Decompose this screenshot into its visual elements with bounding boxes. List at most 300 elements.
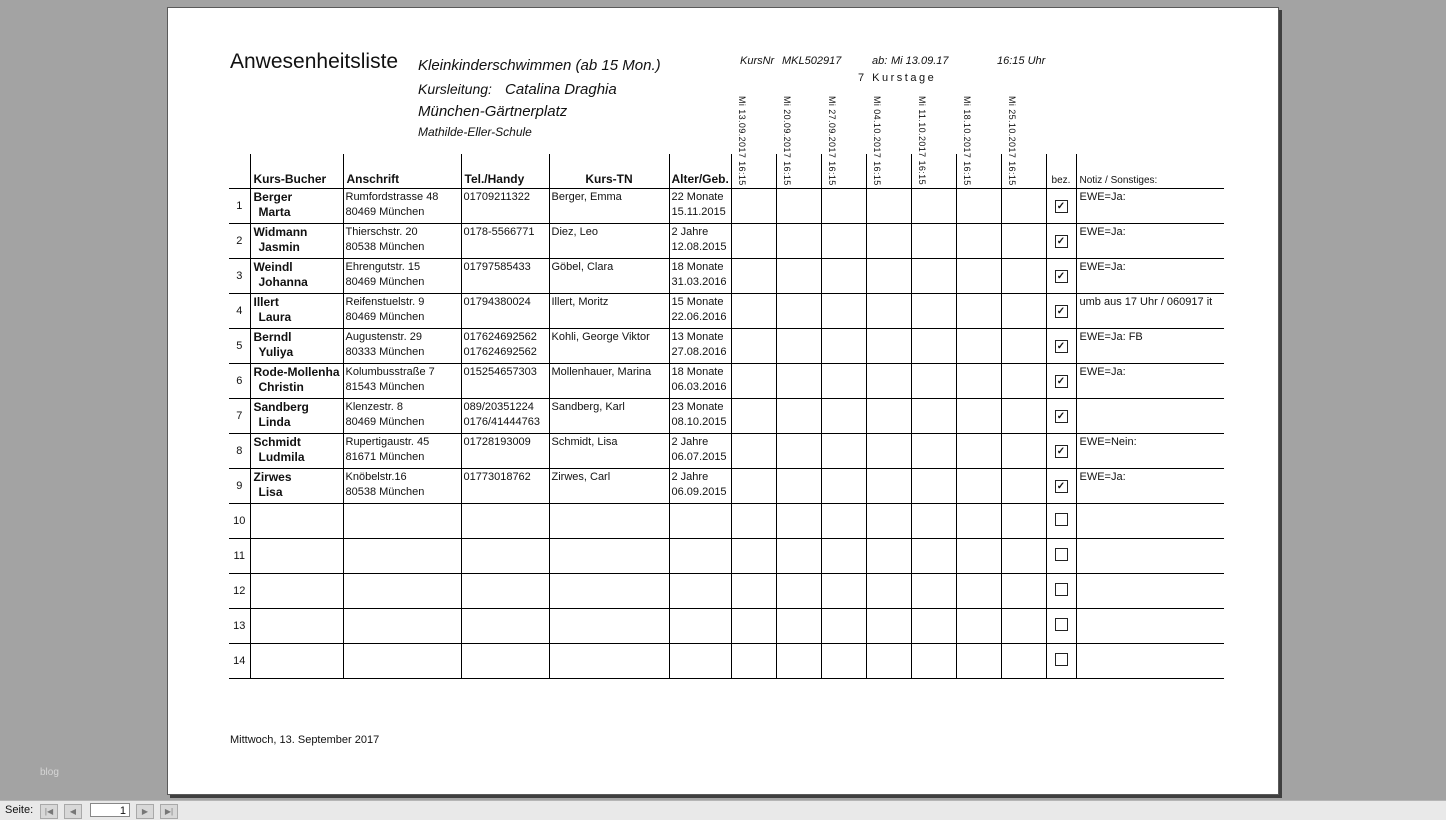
col-note: Notiz / Sonstiges: xyxy=(1076,154,1224,189)
address-cell xyxy=(343,329,461,364)
address-cell xyxy=(343,644,461,679)
buyer-cell xyxy=(250,609,343,644)
session-date-6: Mi 18.10.2017 16:15 xyxy=(962,96,972,186)
leader-label: Kursleitung: xyxy=(418,81,492,97)
address-city: 80469 München xyxy=(345,276,425,288)
phone-cell xyxy=(461,399,549,434)
address-city: 80469 München xyxy=(345,416,425,428)
attendance-cell[interactable] xyxy=(866,609,911,644)
attendance-cell[interactable] xyxy=(911,539,956,574)
participant-name: Zirwes, Carl xyxy=(549,469,669,504)
address-cell xyxy=(343,364,461,399)
attendance-cell[interactable] xyxy=(731,189,776,224)
buyer-cell xyxy=(250,189,343,224)
attendance-cell[interactable] xyxy=(731,574,776,609)
attendance-cell[interactable] xyxy=(1001,469,1046,504)
row-number: 6 xyxy=(229,364,250,399)
col-date-4 xyxy=(866,154,911,189)
paid-cell xyxy=(1046,259,1076,294)
attendance-cell[interactable] xyxy=(866,539,911,574)
table-row xyxy=(229,574,1224,609)
buyer-first-name: Marta xyxy=(258,205,291,219)
age-cell xyxy=(669,364,731,399)
attendance-cell[interactable] xyxy=(821,469,866,504)
paid-cell xyxy=(1046,434,1076,469)
age-cell xyxy=(669,574,731,609)
attendance-cell[interactable] xyxy=(776,434,821,469)
birth-date: 06.03.2016 xyxy=(671,381,727,393)
paid-checkbox[interactable] xyxy=(1055,618,1068,631)
participant-name xyxy=(549,504,669,539)
phone-cell xyxy=(461,329,549,364)
address-city: 80538 München xyxy=(345,241,425,253)
phone-cell xyxy=(461,504,549,539)
buyer-last-name: Berndl xyxy=(253,330,292,344)
attendance-table xyxy=(229,154,1224,679)
attendance-cell[interactable] xyxy=(731,294,776,329)
age-cell xyxy=(669,469,731,504)
attendance-cell[interactable] xyxy=(866,189,911,224)
buyer-last-name: Illert xyxy=(253,295,279,309)
paid-checkbox[interactable]: ✓ xyxy=(1055,445,1068,458)
paid-checkbox[interactable] xyxy=(1055,653,1068,666)
table-row xyxy=(229,224,1224,259)
attendance-cell[interactable] xyxy=(1001,504,1046,539)
attendance-cell[interactable] xyxy=(911,644,956,679)
buyer-last-name: Widmann xyxy=(253,225,308,239)
table-row xyxy=(229,189,1224,224)
attendance-cell[interactable] xyxy=(866,364,911,399)
row-number: 7 xyxy=(229,399,250,434)
col-nr xyxy=(229,154,250,189)
age: 2 Jahre xyxy=(671,226,709,238)
attendance-cell[interactable] xyxy=(731,539,776,574)
age-cell xyxy=(669,504,731,539)
attendance-cell[interactable] xyxy=(1001,294,1046,329)
address-city: 81543 München xyxy=(345,381,425,393)
attendance-cell[interactable] xyxy=(1001,259,1046,294)
attendance-cell[interactable] xyxy=(1001,364,1046,399)
note-cell: EWE=Ja: xyxy=(1076,189,1224,224)
attendance-cell[interactable] xyxy=(776,644,821,679)
paid-checkbox[interactable]: ✓ xyxy=(1055,270,1068,283)
buyer-cell xyxy=(250,644,343,679)
attendance-cell[interactable] xyxy=(956,609,1001,644)
phone-cell xyxy=(461,224,549,259)
attendance-cell[interactable] xyxy=(866,574,911,609)
address-street: Reifenstuelstr. 9 xyxy=(345,296,425,308)
attendance-cell[interactable] xyxy=(731,434,776,469)
address-cell xyxy=(343,224,461,259)
phone-cell xyxy=(461,469,549,504)
buyer-last-name: Berger xyxy=(253,190,293,204)
address-city: 80469 München xyxy=(345,206,425,218)
attendance-cell[interactable] xyxy=(776,504,821,539)
buyer-cell xyxy=(250,364,343,399)
phone-primary: 015254657303 xyxy=(463,366,537,378)
attendance-cell[interactable] xyxy=(821,399,866,434)
attendance-cell[interactable] xyxy=(911,259,956,294)
attendance-cell[interactable] xyxy=(731,644,776,679)
watermark: blog xyxy=(40,767,59,778)
phone-primary: 017624692562 xyxy=(463,331,537,343)
page-title: Anwesenheitsliste xyxy=(230,50,399,73)
birth-date: 06.09.2015 xyxy=(671,486,727,498)
attendance-cell[interactable] xyxy=(1001,189,1046,224)
buyer-last-name: Rode-Mollenha xyxy=(253,365,340,379)
col-phone: Tel./Handy xyxy=(461,154,549,189)
next-page-icon[interactable]: ▶ xyxy=(136,804,154,819)
address-street: Augustenstr. 29 xyxy=(345,331,422,343)
note-cell xyxy=(1076,539,1224,574)
attendance-cell[interactable] xyxy=(911,434,956,469)
note-cell xyxy=(1076,399,1224,434)
paid-cell xyxy=(1046,539,1076,574)
birth-date: 08.10.2015 xyxy=(671,416,727,428)
phone-cell xyxy=(461,539,549,574)
attendance-cell[interactable] xyxy=(776,539,821,574)
buyer-cell xyxy=(250,294,343,329)
buyer-cell xyxy=(250,329,343,364)
participant-name: Diez, Leo xyxy=(549,224,669,259)
paid-checkbox[interactable]: ✓ xyxy=(1055,200,1068,213)
attendance-cell[interactable] xyxy=(911,609,956,644)
phone-cell xyxy=(461,259,549,294)
participant-name xyxy=(549,574,669,609)
note-cell: EWE=Ja: FB xyxy=(1076,329,1224,364)
age-cell xyxy=(669,329,731,364)
address-city: 80469 München xyxy=(345,311,425,323)
attendance-cell[interactable] xyxy=(911,189,956,224)
note-cell: EWE=Ja: xyxy=(1076,469,1224,504)
paid-cell xyxy=(1046,644,1076,679)
paid-checkbox[interactable]: ✓ xyxy=(1055,375,1068,388)
buyer-first-name: Yuliya xyxy=(258,345,294,359)
phone-cell xyxy=(461,189,549,224)
attendance-cell[interactable] xyxy=(956,399,1001,434)
address-cell xyxy=(343,609,461,644)
attendance-cell[interactable] xyxy=(1001,644,1046,679)
participant-name: Schmidt, Lisa xyxy=(549,434,669,469)
phone-cell xyxy=(461,294,549,329)
paid-checkbox[interactable]: ✓ xyxy=(1055,305,1068,318)
row-number: 11 xyxy=(229,539,250,574)
paid-checkbox[interactable]: ✓ xyxy=(1055,480,1068,493)
attendance-cell[interactable] xyxy=(821,364,866,399)
buyer-cell xyxy=(250,224,343,259)
address-cell xyxy=(343,399,461,434)
age-cell xyxy=(669,294,731,329)
session-date-1: Mi 13.09.2017 16:15 xyxy=(737,96,747,186)
print-date: Mittwoch, 13. September 2017 xyxy=(230,734,380,746)
participant-name: Berger, Emma xyxy=(549,189,669,224)
paid-cell xyxy=(1046,189,1076,224)
attendance-cell[interactable] xyxy=(821,329,866,364)
start-label: ab: xyxy=(872,55,888,67)
note-cell: EWE=Ja: xyxy=(1076,224,1224,259)
course-days-count: 7 Kurstage xyxy=(858,72,937,84)
col-age: Alter/Geb. xyxy=(669,154,731,189)
attendance-cell[interactable] xyxy=(1001,609,1046,644)
table-row xyxy=(229,609,1224,644)
attendance-cell[interactable] xyxy=(821,644,866,679)
row-number: 10 xyxy=(229,504,250,539)
participant-name: Göbel, Clara xyxy=(549,259,669,294)
note-cell xyxy=(1076,504,1224,539)
buyer-last-name: Sandberg xyxy=(253,400,309,414)
attendance-cell[interactable] xyxy=(866,644,911,679)
participant-name: Sandberg, Karl xyxy=(549,399,669,434)
age: 13 Monate xyxy=(671,331,724,343)
col-date-3 xyxy=(821,154,866,189)
phone-primary: 01709211322 xyxy=(463,191,530,203)
course-place: München-Gärtnerplatz xyxy=(418,103,568,120)
first-page-icon[interactable]: |◀ xyxy=(40,804,58,819)
age-cell xyxy=(669,434,731,469)
attendance-cell[interactable] xyxy=(821,504,866,539)
table-row xyxy=(229,644,1224,679)
attendance-cell[interactable] xyxy=(1001,399,1046,434)
attendance-cell[interactable] xyxy=(776,329,821,364)
attendance-cell[interactable] xyxy=(956,434,1001,469)
buyer-cell xyxy=(250,504,343,539)
buyer-first-name: Laura xyxy=(258,310,292,324)
buyer-cell xyxy=(250,539,343,574)
buyer-last-name: Zirwes xyxy=(253,470,292,484)
attendance-cell[interactable] xyxy=(776,224,821,259)
attendance-cell[interactable] xyxy=(956,294,1001,329)
attendance-cell[interactable] xyxy=(776,364,821,399)
address-cell xyxy=(343,469,461,504)
attendance-cell[interactable] xyxy=(776,574,821,609)
attendance-cell[interactable] xyxy=(776,189,821,224)
session-date-7: Mi 25.10.2017 16:15 xyxy=(1007,96,1017,186)
col-paid: bez. xyxy=(1046,154,1076,189)
attendance-cell[interactable] xyxy=(731,504,776,539)
age: 15 Monate xyxy=(671,296,724,308)
table-row xyxy=(229,329,1224,364)
page-number-input[interactable]: 1 xyxy=(90,803,130,817)
age-cell xyxy=(669,224,731,259)
note-cell: EWE=Ja: xyxy=(1076,259,1224,294)
note-cell: EWE=Ja: xyxy=(1076,364,1224,399)
age-cell xyxy=(669,399,731,434)
paid-cell xyxy=(1046,364,1076,399)
attendance-cell[interactable] xyxy=(911,469,956,504)
attendance-cell[interactable] xyxy=(776,609,821,644)
age: 18 Monate xyxy=(671,261,724,273)
phone-cell xyxy=(461,574,549,609)
attendance-cell[interactable] xyxy=(956,259,1001,294)
participant-name xyxy=(549,609,669,644)
participant-name xyxy=(549,539,669,574)
col-date-2 xyxy=(776,154,821,189)
buyer-cell xyxy=(250,399,343,434)
note-cell xyxy=(1076,644,1224,679)
attendance-cell[interactable] xyxy=(911,504,956,539)
attendance-cell[interactable] xyxy=(1001,539,1046,574)
attendance-cell[interactable] xyxy=(956,644,1001,679)
paid-checkbox[interactable]: ✓ xyxy=(1055,340,1068,353)
attendance-cell[interactable] xyxy=(866,469,911,504)
attendance-cell[interactable] xyxy=(821,609,866,644)
attendance-cell[interactable] xyxy=(956,329,1001,364)
attendance-cell[interactable] xyxy=(821,434,866,469)
page-navigation-bar xyxy=(0,800,1446,820)
report-page xyxy=(167,7,1279,795)
attendance-cell[interactable] xyxy=(1001,574,1046,609)
session-date-3: Mi 27.09.2017 16:15 xyxy=(827,96,837,186)
attendance-cell[interactable] xyxy=(956,574,1001,609)
last-page-icon[interactable]: ▶| xyxy=(160,804,178,819)
address-city: 80333 München xyxy=(345,346,425,358)
attendance-cell[interactable] xyxy=(956,539,1001,574)
attendance-cell[interactable] xyxy=(731,329,776,364)
attendance-cell[interactable] xyxy=(821,189,866,224)
leader-name: Catalina Draghia xyxy=(505,81,617,98)
attendance-cell[interactable] xyxy=(956,469,1001,504)
note-cell xyxy=(1076,574,1224,609)
attendance-cell[interactable] xyxy=(1001,224,1046,259)
address-cell xyxy=(343,434,461,469)
paid-cell xyxy=(1046,574,1076,609)
row-number: 12 xyxy=(229,574,250,609)
row-number: 2 xyxy=(229,224,250,259)
attendance-cell[interactable] xyxy=(731,609,776,644)
address-cell xyxy=(343,189,461,224)
birth-date: 06.07.2015 xyxy=(671,451,727,463)
col-date-6 xyxy=(956,154,1001,189)
address-cell xyxy=(343,259,461,294)
phone-primary: 01794380024 xyxy=(463,296,531,308)
paid-cell xyxy=(1046,504,1076,539)
attendance-cell[interactable] xyxy=(776,259,821,294)
attendance-cell[interactable] xyxy=(821,574,866,609)
phone-secondary: 017624692562 xyxy=(463,346,537,358)
row-number: 13 xyxy=(229,609,250,644)
attendance-cell[interactable] xyxy=(956,504,1001,539)
attendance-cell[interactable] xyxy=(731,224,776,259)
table-row xyxy=(229,294,1224,329)
buyer-first-name: Linda xyxy=(258,415,291,429)
attendance-cell[interactable] xyxy=(1001,329,1046,364)
row-number: 3 xyxy=(229,259,250,294)
attendance-cell[interactable] xyxy=(866,259,911,294)
attendance-cell[interactable] xyxy=(866,399,911,434)
row-number: 14 xyxy=(229,644,250,679)
attendance-cell[interactable] xyxy=(956,224,1001,259)
paid-checkbox[interactable] xyxy=(1055,548,1068,561)
address-street: Ehrengutstr. 15 xyxy=(345,261,421,273)
age: 22 Monate xyxy=(671,191,724,203)
start-date: Mi 13.09.17 xyxy=(891,55,949,67)
attendance-cell[interactable] xyxy=(731,259,776,294)
attendance-cell[interactable] xyxy=(821,259,866,294)
attendance-cell[interactable] xyxy=(731,364,776,399)
attendance-cell[interactable] xyxy=(821,224,866,259)
paid-cell xyxy=(1046,294,1076,329)
buyer-last-name: Schmidt xyxy=(253,435,301,449)
session-date-4: Mi 04.10.2017 16:15 xyxy=(872,96,882,186)
address-street: Knöbelstr.16 xyxy=(345,471,407,483)
age: 23 Monate xyxy=(671,401,724,413)
attendance-cell[interactable] xyxy=(866,504,911,539)
table-row xyxy=(229,434,1224,469)
attendance-cell[interactable] xyxy=(776,294,821,329)
attendance-cell[interactable] xyxy=(1001,434,1046,469)
table-row xyxy=(229,504,1224,539)
paid-checkbox[interactable] xyxy=(1055,583,1068,596)
address-cell xyxy=(343,294,461,329)
attendance-cell[interactable] xyxy=(956,364,1001,399)
paid-checkbox[interactable] xyxy=(1055,513,1068,526)
attendance-cell[interactable] xyxy=(866,434,911,469)
col-date-5 xyxy=(911,154,956,189)
start-time: 16:15 Uhr xyxy=(997,55,1046,67)
attendance-cell[interactable] xyxy=(911,364,956,399)
attendance-cell[interactable] xyxy=(911,574,956,609)
paid-cell xyxy=(1046,469,1076,504)
attendance-cell[interactable] xyxy=(776,469,821,504)
address-city: 80538 München xyxy=(345,486,425,498)
attendance-cell[interactable] xyxy=(866,224,911,259)
buyer-first-name: Johanna xyxy=(258,275,308,289)
birth-date: 22.06.2016 xyxy=(671,311,727,323)
age: 2 Jahre xyxy=(671,471,709,483)
age: 18 Monate xyxy=(671,366,724,378)
attendance-cell[interactable] xyxy=(866,329,911,364)
participant-name xyxy=(549,644,669,679)
row-number: 9 xyxy=(229,469,250,504)
attendance-cell[interactable] xyxy=(821,294,866,329)
col-date-7 xyxy=(1001,154,1046,189)
attendance-cell[interactable] xyxy=(776,399,821,434)
attendance-cell[interactable] xyxy=(911,399,956,434)
row-number: 1 xyxy=(229,189,250,224)
prev-page-icon[interactable]: ◀ xyxy=(64,804,82,819)
attendance-cell[interactable] xyxy=(731,469,776,504)
attendance-cell[interactable] xyxy=(866,294,911,329)
phone-primary: 01728193009 xyxy=(463,436,531,448)
page-label: Seite: xyxy=(5,804,34,816)
phone-secondary: 0176/41444763 xyxy=(463,416,540,428)
kursnr-value: MKL502917 xyxy=(782,55,842,67)
course-school: Mathilde-Eller-Schule xyxy=(418,125,532,139)
paid-checkbox[interactable]: ✓ xyxy=(1055,235,1068,248)
phone-primary: 089/20351224 xyxy=(463,401,534,413)
address-street: Klenzestr. 8 xyxy=(345,401,403,413)
participant-name: Illert, Moritz xyxy=(549,294,669,329)
address-street: Rumfordstrasse 48 xyxy=(345,191,439,203)
phone-primary: 01773018762 xyxy=(463,471,531,483)
table-row xyxy=(229,469,1224,504)
attendance-cell[interactable] xyxy=(821,539,866,574)
birth-date: 12.08.2015 xyxy=(671,241,727,253)
kursnr-label: KursNr xyxy=(740,55,775,67)
age-cell xyxy=(669,644,731,679)
phone-cell xyxy=(461,609,549,644)
row-number: 5 xyxy=(229,329,250,364)
attendance-cell[interactable] xyxy=(956,189,1001,224)
paid-checkbox[interactable]: ✓ xyxy=(1055,410,1068,423)
col-address: Anschrift xyxy=(343,154,461,189)
attendance-cell[interactable] xyxy=(731,399,776,434)
buyer-first-name: Lisa xyxy=(258,485,283,499)
phone-cell xyxy=(461,644,549,679)
attendance-cell[interactable] xyxy=(911,294,956,329)
attendance-cell[interactable] xyxy=(911,224,956,259)
attendance-cell[interactable] xyxy=(911,329,956,364)
